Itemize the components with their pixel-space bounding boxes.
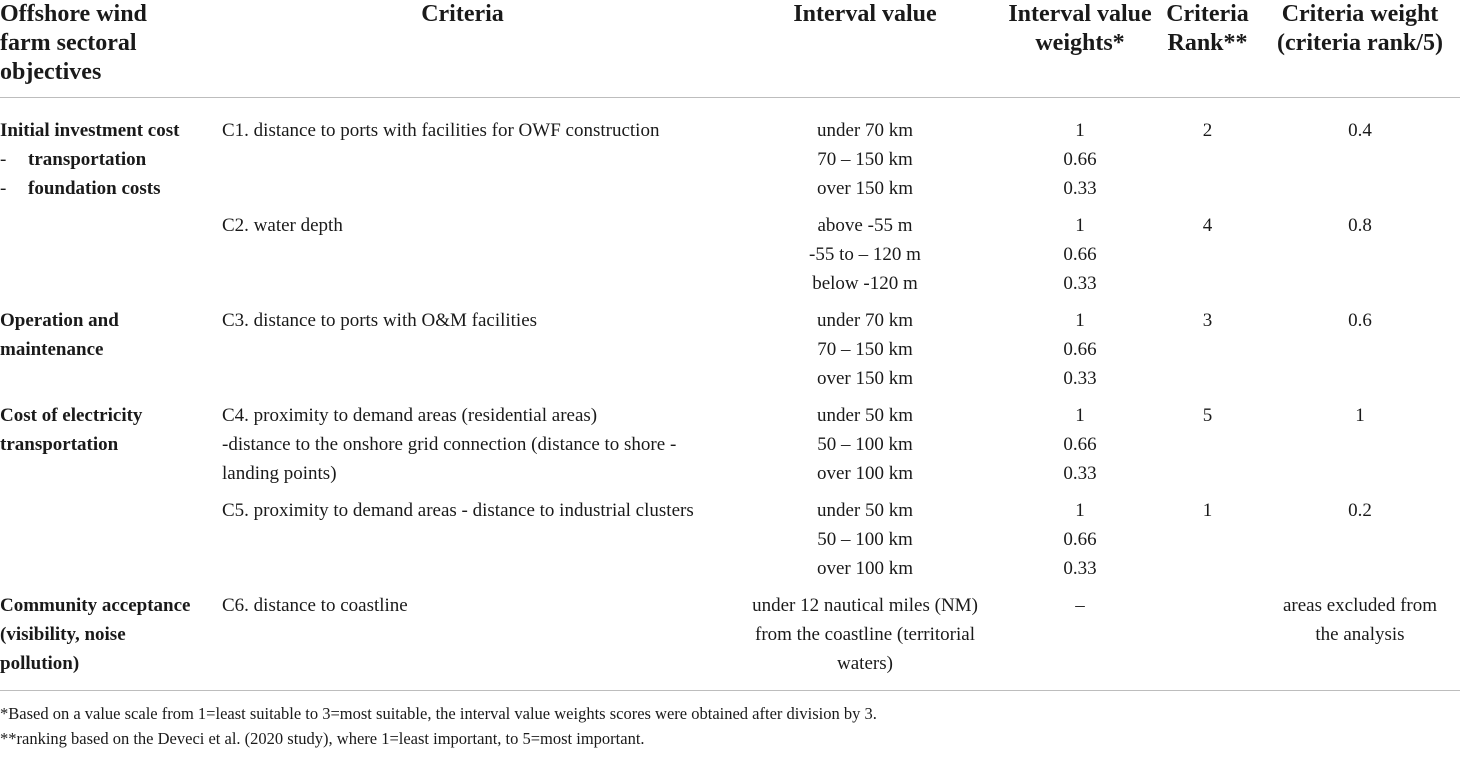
interval-weight: 0.66 xyxy=(1063,339,1097,360)
interval-weight: 0.66 xyxy=(1063,244,1097,265)
table-row xyxy=(0,298,1460,393)
interval-value: under 70 km xyxy=(816,310,914,331)
interval-value: under 50 km xyxy=(816,405,914,426)
interval-value: 50 – 100 km xyxy=(817,529,913,550)
criteria-text: C6. distance to coastline xyxy=(222,595,408,616)
interval-weight: 0.66 xyxy=(1063,149,1097,170)
interval-value: under 12 nautical miles (NM) from the coastline (territorial waters) xyxy=(752,595,978,674)
criteria-cell xyxy=(200,583,725,691)
table-header xyxy=(0,0,1460,98)
rank-cell: 4 xyxy=(1202,215,1213,236)
criteria-text: C3. distance to ports with O&M facilities xyxy=(222,310,538,331)
criteria-weight-cell: 0.8 xyxy=(1348,215,1372,236)
interval-weight: 0.33 xyxy=(1063,178,1097,199)
header-criteria-weight: Criteria weight (criteria rank/5) xyxy=(1260,0,1460,98)
criteria-cell xyxy=(200,488,725,583)
rank-cell: 5 xyxy=(1202,405,1213,426)
objective-cell xyxy=(0,203,200,298)
interval-value: over 150 km xyxy=(816,368,914,389)
interval-value: 70 – 150 km xyxy=(817,149,913,170)
criteria-text: C4. proximity to demand areas (residential areas) xyxy=(222,405,598,426)
interval-value: over 100 km xyxy=(816,463,914,484)
criteria-text: C1. distance to ports with facilities for OWF construction xyxy=(222,120,660,141)
weights-cell xyxy=(1005,488,1155,583)
criteria-cell xyxy=(200,298,725,393)
weights-cell xyxy=(1005,298,1155,393)
interval-weight: 0.33 xyxy=(1063,368,1097,389)
objective-subitem: - transportation xyxy=(0,149,147,170)
objective-title: Cost of electricity transportation xyxy=(0,405,143,455)
objective-title: Initial investment cost xyxy=(0,120,180,141)
footnote-2: **ranking based on the Deveci et al. (2020 study), where 1=least important, to 5=most important. xyxy=(0,729,645,748)
criteria-cell xyxy=(200,203,725,298)
header-interval-value-weights: Interval value weights* xyxy=(1005,0,1155,98)
header-row xyxy=(0,0,1460,98)
interval-cell xyxy=(725,98,1005,204)
interval-value: above -55 m xyxy=(817,215,913,236)
rank-cell: 2 xyxy=(1202,120,1213,141)
footnotes xyxy=(0,701,1460,751)
criteria-text: -distance to the onshore grid connection (distance to shore - landing points) xyxy=(222,434,677,484)
objective-title: Operation and maintenance xyxy=(0,310,119,360)
interval-cell xyxy=(725,393,1005,488)
objective-cell xyxy=(0,98,200,204)
interval-value: 70 – 150 km xyxy=(817,339,913,360)
rank-cell xyxy=(1155,583,1260,691)
criteria-text: C2. water depth xyxy=(222,215,343,236)
criteria-weight-cell: 0.2 xyxy=(1348,500,1372,521)
interval-weight: 0.33 xyxy=(1063,558,1097,579)
interval-weight: 1 xyxy=(1075,120,1085,141)
interval-cell xyxy=(725,488,1005,583)
interval-cell xyxy=(725,583,1005,691)
interval-weight: 0.33 xyxy=(1063,463,1097,484)
interval-value: under 50 km xyxy=(816,500,914,521)
objective-cell xyxy=(0,488,200,583)
interval-cell xyxy=(725,203,1005,298)
objective-cell xyxy=(0,583,200,691)
interval-value: under 70 km xyxy=(816,120,914,141)
footnote-1: *Based on a value scale from 1=least suitable to 3=most suitable, the interval value weights scores were obtained after division by 3. xyxy=(0,704,877,723)
table-row xyxy=(0,98,1460,204)
interval-weight: 1 xyxy=(1075,500,1085,521)
criteria-text: C5. proximity to demand areas - distance to industrial clusters xyxy=(222,500,694,521)
rank-cell: 1 xyxy=(1202,500,1213,521)
criteria-weight-cell: 1 xyxy=(1355,405,1365,426)
criteria-weight-text: areas excluded from the analysis xyxy=(1282,595,1438,645)
rank-cell: 3 xyxy=(1202,310,1213,331)
interval-weight: 0.66 xyxy=(1063,434,1097,455)
interval-weight: 0.66 xyxy=(1063,529,1097,550)
objective-title: Community acceptance (visibility, noise pollution) xyxy=(0,595,191,674)
criteria-weight-cell: 0.4 xyxy=(1348,120,1372,141)
criteria-weight-cell: 0.6 xyxy=(1348,310,1372,331)
interval-value: -55 to – 120 m xyxy=(809,244,921,265)
table-body xyxy=(0,98,1460,691)
objective-subitem: - foundation costs xyxy=(0,178,161,199)
interval-weight: 0.33 xyxy=(1063,273,1097,294)
header-objectives: Offshore wind farm sectoral objectives xyxy=(0,0,200,98)
weights-cell: – xyxy=(1005,583,1155,691)
weights-cell xyxy=(1005,203,1155,298)
criteria-weight-cell xyxy=(1260,583,1460,691)
interval-value: below -120 m xyxy=(812,273,918,294)
interval-cell xyxy=(725,298,1005,393)
table-row xyxy=(0,583,1460,691)
header-interval-value: Interval value xyxy=(725,0,1005,98)
criteria-cell xyxy=(200,393,725,488)
interval-value: 50 – 100 km xyxy=(817,434,913,455)
header-criteria-rank: Criteria Rank** xyxy=(1155,0,1260,98)
interval-weight: 1 xyxy=(1075,215,1085,236)
objective-cell xyxy=(0,393,200,488)
weights-cell xyxy=(1005,98,1155,204)
header-criteria: Criteria xyxy=(200,0,725,98)
interval-value: over 150 km xyxy=(816,178,914,199)
interval-value: over 100 km xyxy=(816,558,914,579)
table-row xyxy=(0,488,1460,583)
table-row xyxy=(0,203,1460,298)
criteria-cell xyxy=(200,98,725,204)
table-row xyxy=(0,393,1460,488)
interval-weight: 1 xyxy=(1075,405,1085,426)
interval-weight: 1 xyxy=(1075,310,1085,331)
weights-cell xyxy=(1005,393,1155,488)
objective-cell xyxy=(0,298,200,393)
